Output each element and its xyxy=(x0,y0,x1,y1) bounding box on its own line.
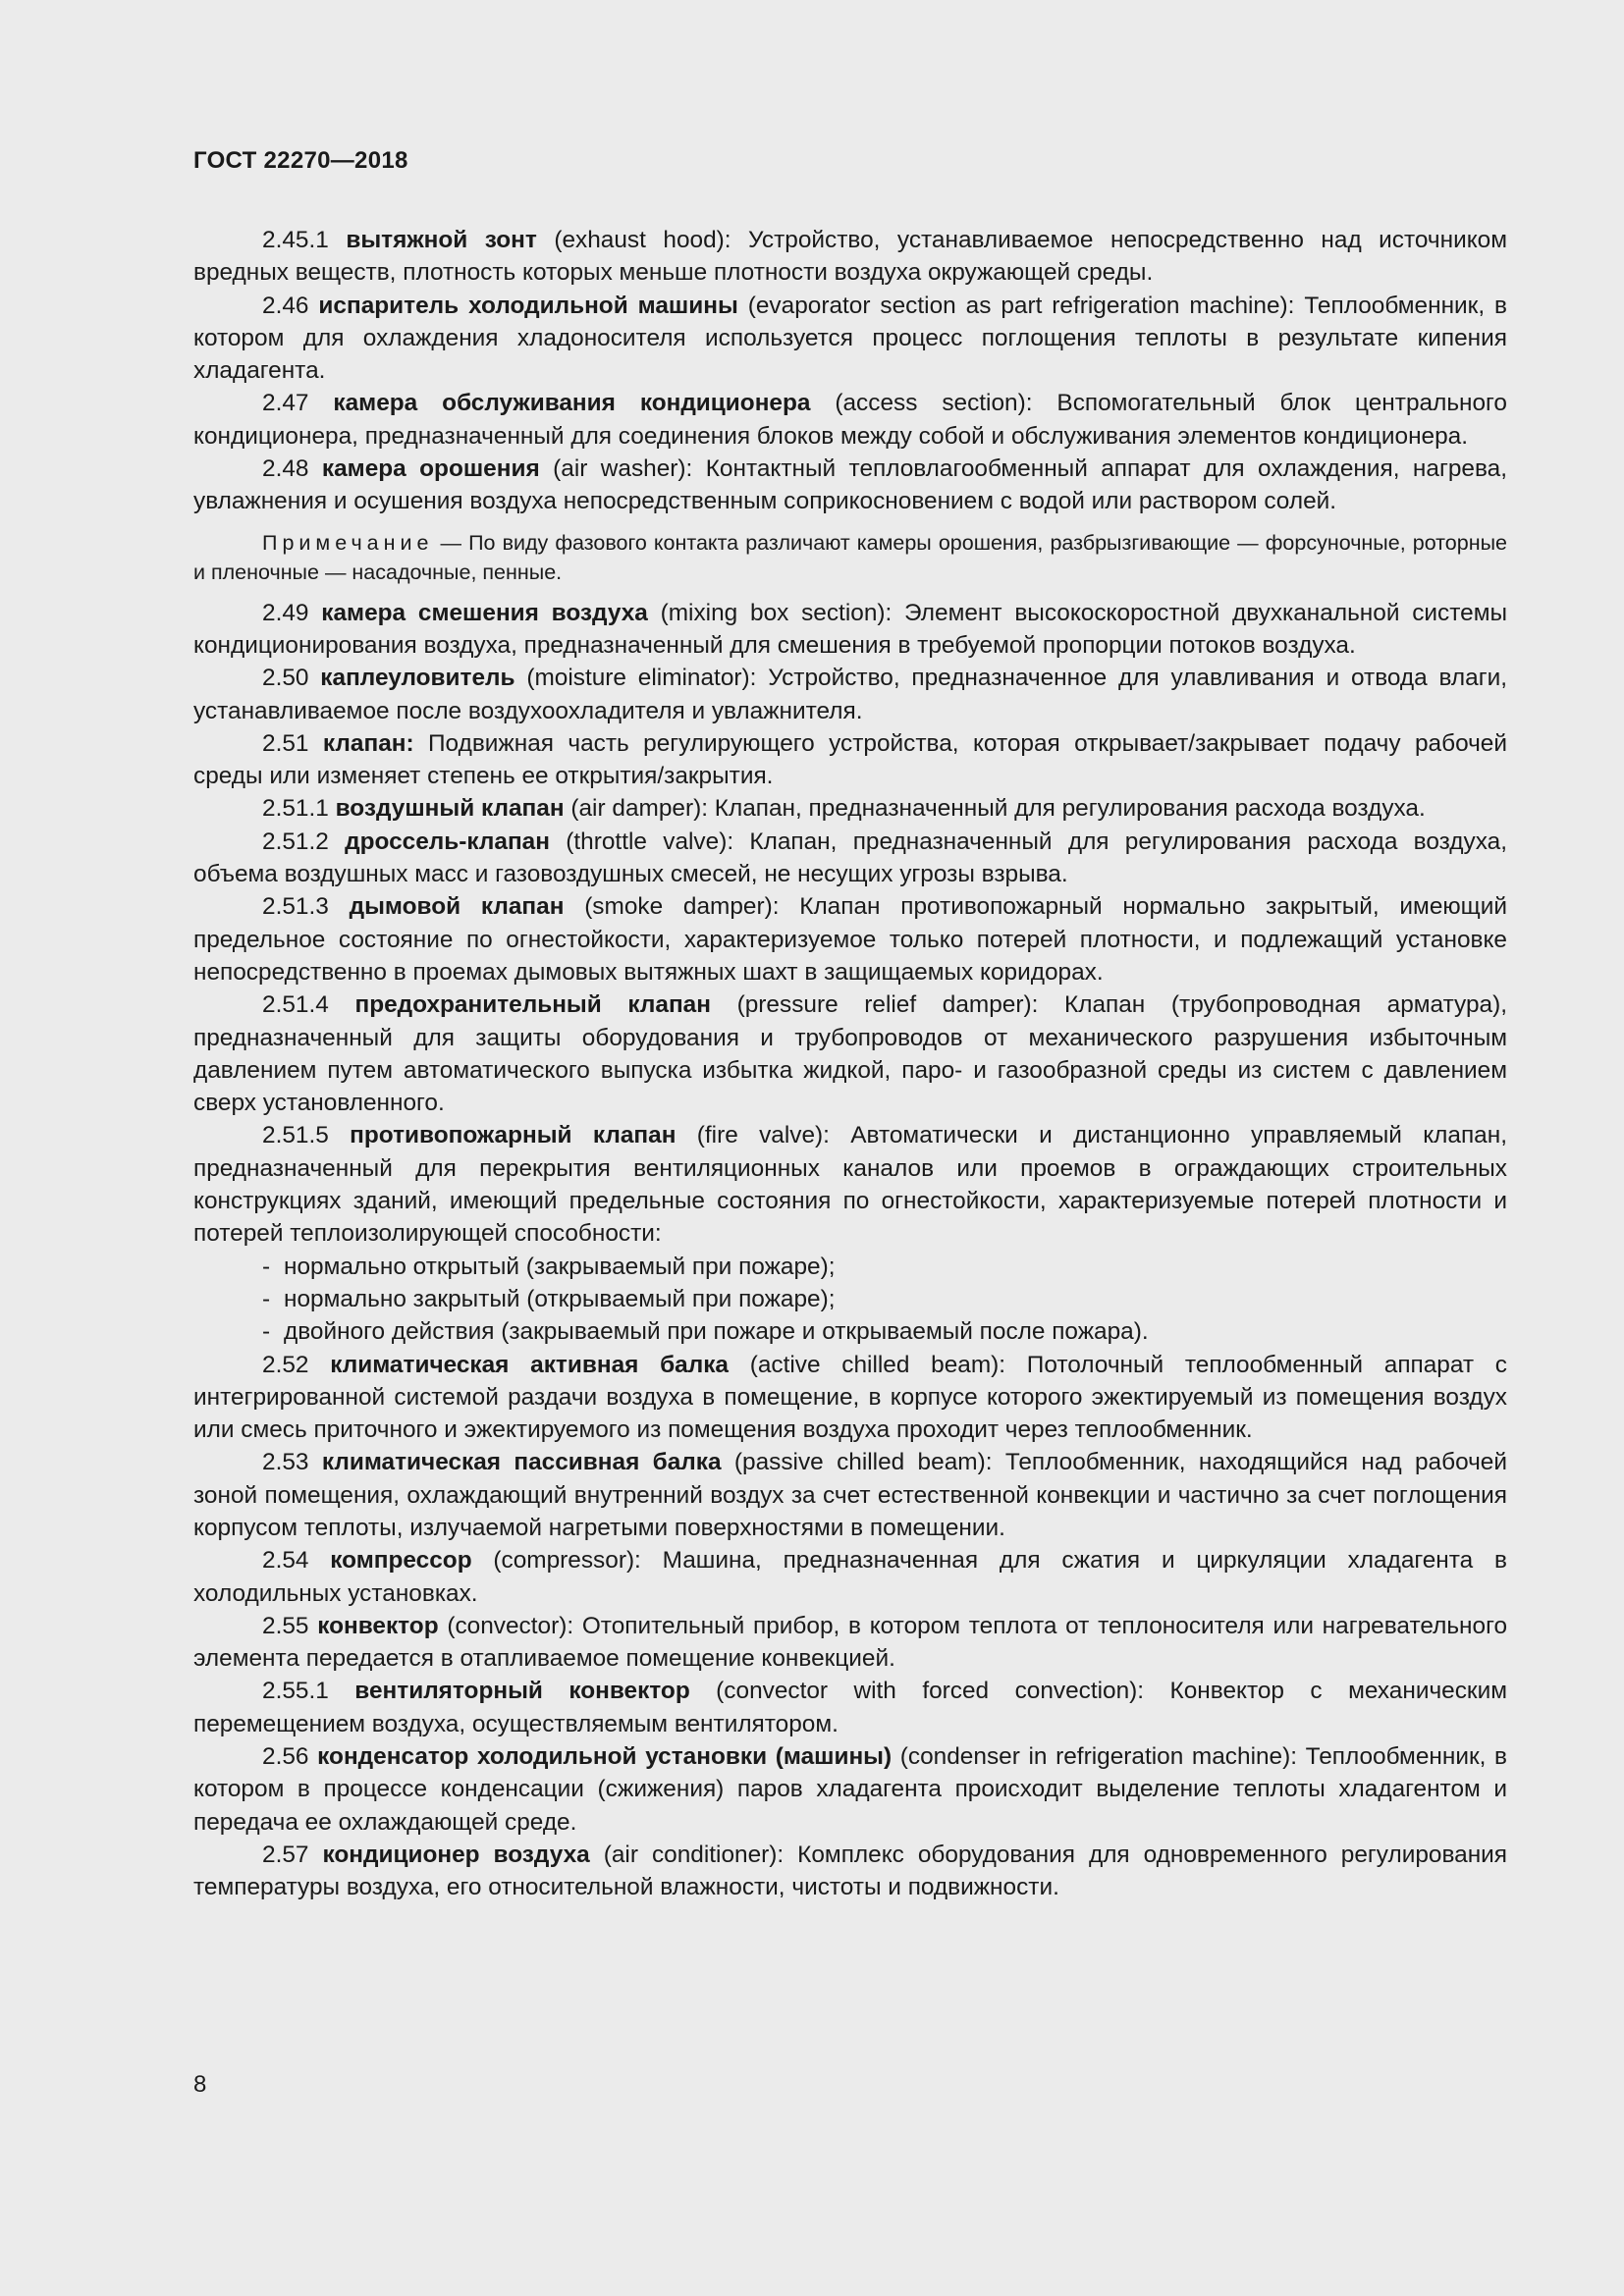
term-name: дроссель-клапан xyxy=(345,828,550,855)
term-entry xyxy=(193,662,1507,727)
term-definition: (smoke damper): Клапан противопожарный нормально закрытый, имеющий предельное состояние по огнестойкости, характеризуемое только потерей плотности, и подлежащий установке непосредственно в проемах дымовых вытяжных шахт в защищаемых коридорах. xyxy=(193,893,1508,986)
note-dash: — xyxy=(433,530,469,555)
term-name: вытяжной зонт xyxy=(346,227,537,253)
term-definition: (mixing box section): Элемент высокоскоростной двухканальной системы кондиционирования воздуха, предназначенный для смешения в требуемой пропорции потоков воздуха. xyxy=(193,599,1507,659)
list-item xyxy=(193,1315,1507,1348)
entry-number: 2.56 xyxy=(262,1743,309,1771)
term-name: испаритель холодильной машины xyxy=(318,292,738,319)
term-definition: (air damper): Клапан, предназначенный для регулирования расхода воздуха. xyxy=(564,795,1426,823)
standard-header: ГОСТ 22270—2018 xyxy=(193,147,408,174)
term-entry xyxy=(193,792,1507,825)
term-entry xyxy=(193,453,1507,518)
entry-number: 2.45.1 xyxy=(262,227,329,253)
term-entry xyxy=(193,1839,1507,1904)
term-entry xyxy=(193,290,1507,388)
term-definition: (convector with forced convection): Конвектор с механическим перемещением воздуха, осуществляемым вентилятором. xyxy=(193,1678,1507,1737)
entry-number: 2.53 xyxy=(262,1449,309,1476)
term-definition: (access section): Вспомогательный блок центрального кондиционера, предназначенный для соединения блоков между собой и обслуживания элементов кондиционера. xyxy=(193,390,1507,450)
term-definition: (condenser in refrigeration machine): Теплообменник, в котором в процессе конденсации (сжижения) паров хладагента происходит выделение теплоты хладагентом и передача ее охлаждающей среде. xyxy=(193,1743,1508,1836)
term-definition: (convector): Отопительный прибор, в котором теплота от теплоносителя или нагревательного элемента передается в отапливаемое помещение конвекцией. xyxy=(193,1612,1508,1673)
term-definition: (compressor): Машина, предназначенная для сжатия и циркуляции хладагента в холодильных установках. xyxy=(193,1547,1507,1607)
term-entry xyxy=(193,1349,1507,1447)
term-definition: (throttle valve): Клапан, предназначенный для регулирования расхода воздуха, объема воздушных масс и газовоздушных смесей, не несущих угрозы взрыва. xyxy=(193,828,1507,888)
list-item xyxy=(193,1283,1507,1315)
term-name: дымовой клапан xyxy=(349,893,565,921)
term-name: компрессор xyxy=(330,1547,472,1575)
list-dash: - xyxy=(262,1318,271,1346)
term-name: камера орошения xyxy=(321,455,540,483)
note-text: По виду фазового контакта различают камеры орошения, разбрызгивающие — форсуночные, роторные и пленочные — насадочные, пенные. xyxy=(193,530,1507,584)
entry-number: 2.52 xyxy=(262,1351,309,1378)
term-name: камера обслуживания кондиционера xyxy=(333,390,811,417)
entry-number: 2.49 xyxy=(262,599,309,626)
entry-number: 2.54 xyxy=(262,1547,309,1575)
term-definition: (pressure relief damper): Клапан (трубопроводная арматура), предназначенный для защиты оборудования и трубопроводов от механического разрушения избыточным давлением путем автоматического выпуска избытка жидкой, паро- и газообразной среды из систем с давлением сверх установленного. xyxy=(193,991,1507,1117)
entry-number: 2.51.2 xyxy=(262,828,329,855)
list-item-text: двойного действия (закрываемый при пожаре и открываемый после пожара). xyxy=(284,1318,1149,1346)
term-entry xyxy=(193,224,1507,290)
entry-number: 2.55.1 xyxy=(262,1678,329,1705)
term-name: конвектор xyxy=(317,1612,439,1639)
term-name: камера смешения воздуха xyxy=(321,599,648,626)
term-name: кондиционер воздуха xyxy=(322,1841,590,1868)
term-definition: (exhaust hood): Устройство, устанавливаемое непосредственно над источником вредных веществ, плотность которых меньше плотности воздуха окружающей среды. xyxy=(193,227,1507,287)
list-item-text: нормально закрытый (открываемый при пожаре); xyxy=(284,1285,836,1312)
term-name: вентиляторный конвектор xyxy=(354,1678,690,1705)
term-entry xyxy=(193,890,1507,988)
term-definition: (evaporator section as part refrigeration machine): Теплообменник, в котором для охлаждения хладоносителя используется процесс поглощения теплоты в результате кипения хладагента. xyxy=(193,292,1508,385)
term-entry xyxy=(193,1740,1507,1839)
term-definition: (fire valve): Автоматически и дистанционно управляемый клапан, предназначенный для перекрытия вентиляционных каналов или проемов в ограждающих строительных конструкциях зданий, имеющий предельные состояния по огнестойкости, характеризуемые потерей плотности и потерей теплоизолирующей способности: xyxy=(193,1122,1507,1248)
term-entry xyxy=(193,727,1507,793)
entry-number: 2.57 xyxy=(262,1841,309,1868)
entry-number: 2.50 xyxy=(262,665,309,692)
entry-number: 2.47 xyxy=(262,390,309,417)
term-entry xyxy=(193,1675,1507,1740)
term-entry xyxy=(193,387,1507,453)
entry-number: 2.55 xyxy=(262,1612,309,1639)
term-name: противопожарный клапан xyxy=(350,1122,677,1149)
term-entry xyxy=(193,1544,1507,1610)
note-label: Примечание xyxy=(262,530,434,555)
term-name: клапан: xyxy=(322,729,414,757)
term-definition: (air conditioner): Комплекс оборудования для одновременного регулирования температуры воздуха, его относительной влажности, чистоты и подвижности. xyxy=(193,1841,1508,1901)
term-definition: (passive chilled beam): Теплообменник, находящийся над рабочей зоной помещения, охлаждающий внутренний воздух за счет естественной конвекции и частично за счет поглощения корпусом теплоты, излучаемой нагретыми поверхностями в помещении. xyxy=(193,1449,1507,1541)
term-name: каплеуловитель xyxy=(320,665,515,692)
term-entry xyxy=(193,1446,1507,1544)
term-definition: (air washer): Контактный тепловлагообменный аппарат для охлаждения, нагрева, увлажнения и осушения воздуха непосредственным соприкосновением с водой или раствором солей. xyxy=(193,455,1508,515)
list-dash: - xyxy=(262,1285,271,1312)
document-body xyxy=(193,224,1507,1904)
entry-number: 2.51.1 xyxy=(262,795,329,823)
entry-number: 2.46 xyxy=(262,292,309,319)
term-definition: Подвижная часть регулирующего устройства, которая открывает/закрывает подачу рабочей среды или изменяет степень ее открытия/закрытия. xyxy=(193,729,1507,790)
list-item-text: нормально открытый (закрываемый при пожаре); xyxy=(284,1253,836,1280)
term-name: климатическая пассивная балка xyxy=(321,1449,722,1476)
term-entry xyxy=(193,1610,1507,1676)
term-entry xyxy=(193,1119,1507,1250)
term-name: предохранительный клапан xyxy=(354,991,711,1019)
term-definition: (moisture eliminator): Устройство, предназначенное для улавливания и отвода влаги, устанавливаемое после воздухоохладителя и увлажнителя. xyxy=(193,665,1507,724)
entry-number: 2.48 xyxy=(262,455,309,483)
list-dash: - xyxy=(262,1253,271,1280)
term-entry xyxy=(193,988,1507,1119)
list-item xyxy=(193,1251,1507,1283)
entry-number: 2.51 xyxy=(262,729,309,757)
term-name: конденсатор холодильной установки (машины) xyxy=(317,1743,893,1771)
entry-number: 2.51.5 xyxy=(262,1122,329,1149)
term-entry xyxy=(193,826,1507,891)
page-number: 8 xyxy=(193,2071,207,2098)
note xyxy=(193,528,1507,587)
term-name: климатическая активная балка xyxy=(330,1351,729,1378)
term-entry xyxy=(193,597,1507,663)
term-name: воздушный клапан xyxy=(335,795,565,823)
entry-number: 2.51.4 xyxy=(262,991,329,1019)
term-definition: (active chilled beam): Потолочный теплообменный аппарат с интегрированной системой раздачи воздуха в помещение, в корпусе которого эжектируемый из помещения воздух или смесь приточного и эжектируемого из помещения воздуха проходит через теплообменник. xyxy=(193,1351,1507,1444)
entry-number: 2.51.3 xyxy=(262,893,329,921)
